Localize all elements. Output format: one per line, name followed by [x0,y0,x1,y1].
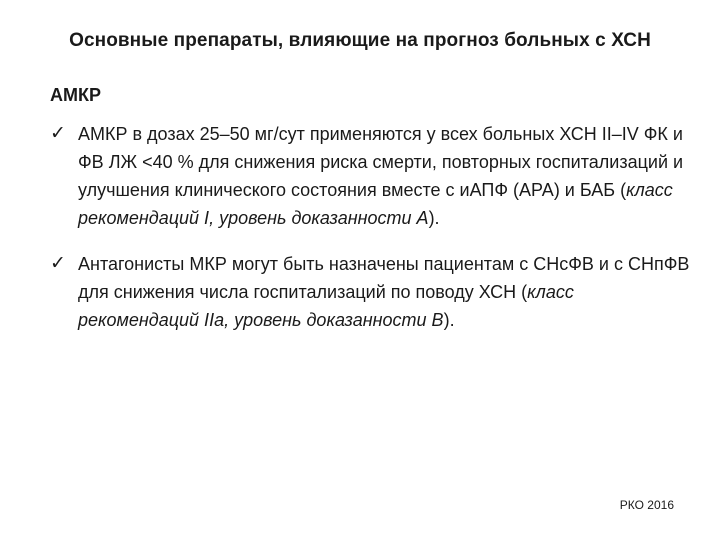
bullet-item-2 [50,250,690,334]
checkmark-icon: ✓ [50,253,66,274]
bullet-text-end: ). [443,310,455,330]
bullet-text: Антагонисты МКР могут быть назначены пациентам с СНсФВ и с СНпФВ для снижения числа госпитализаций по поводу ХСН ( [78,254,690,302]
bullet-item-1 [50,120,690,232]
section-heading: АМКР [50,85,101,105]
footer-source: РКО 2016 [619,498,674,512]
checkmark-icon: ✓ [50,123,66,144]
bullet-text-end: ). [428,208,440,228]
slide-title: Основные препараты, влияющие на прогноз больных с ХСН [69,30,651,51]
bullet-list [50,120,690,352]
bullet-text: АМКР в дозах 25–50 мг/сут применяются у всех больных ХСН II–IV ФК и ФВ ЛЖ <40 % для снижения риска смерти, повторных госпитализаций и улучшения клинического состояния вместе с иАПФ (АРА) и БАБ ( [78,124,684,200]
bullet-italic-text: класс рекомендаций IIa, уровень доказанности В [78,282,574,330]
bullet-italic-text: класс рекомендаций I, уровень доказанности А [78,180,673,228]
